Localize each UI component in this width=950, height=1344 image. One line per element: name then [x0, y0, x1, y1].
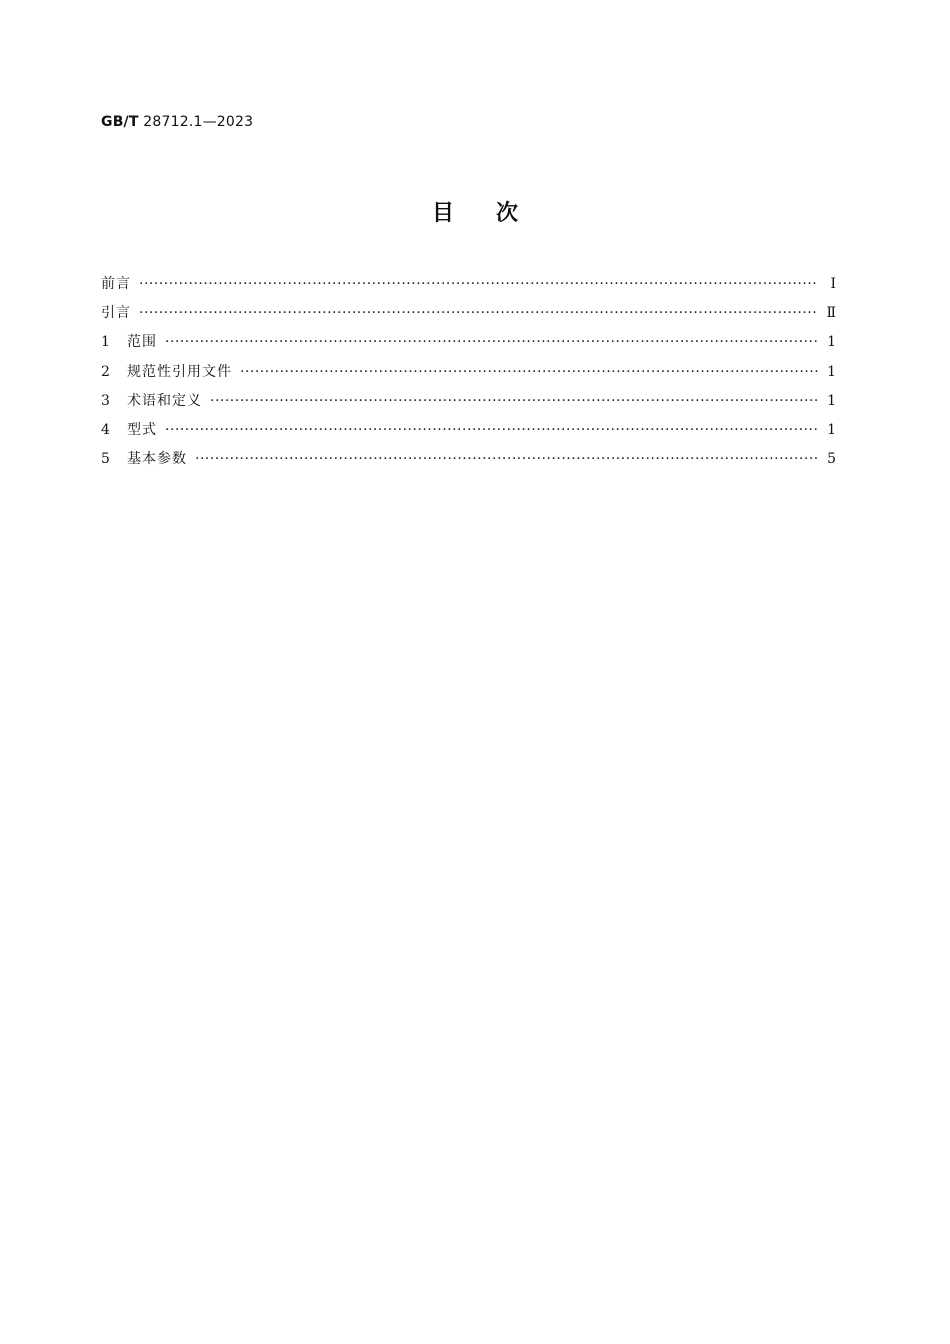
toc-entry-label: 型式 [127, 421, 157, 438]
toc-entry-page: 1 [827, 334, 836, 351]
toc-entry-label: 术语和定义 [127, 392, 202, 409]
toc-entry-page: 1 [827, 421, 836, 438]
toc-entry-page: 1 [827, 392, 836, 409]
toc-entry-label: 前言 [101, 276, 131, 292]
toc-entry-foreword[interactable] [101, 274, 836, 303]
standard-prefix: GB/T [101, 114, 139, 130]
toc-entry-number: 4 [101, 421, 110, 438]
toc-entry-page: Ⅱ [826, 305, 836, 322]
toc-dot-leader [139, 303, 818, 323]
toc-dot-leader [139, 274, 818, 294]
toc-entry-types[interactable] [101, 420, 836, 449]
toc-entry-page: 5 [827, 451, 836, 468]
toc-entry-label: 基本参数 [127, 451, 187, 468]
toc-title: 目次 [431, 201, 560, 226]
table-of-contents [101, 274, 836, 478]
toc-entry-basic-parameters[interactable] [101, 449, 836, 478]
toc-entry-label: 范围 [127, 334, 157, 351]
toc-dot-leader [195, 449, 818, 469]
toc-entry-number: 1 [101, 334, 110, 351]
toc-dot-leader [240, 362, 818, 382]
toc-entry-terms-definitions[interactable] [101, 391, 836, 420]
toc-entry-number: 3 [101, 392, 110, 409]
toc-entry-page: Ⅰ [830, 276, 836, 292]
toc-entry-label: 引言 [101, 305, 131, 322]
toc-dot-leader [165, 332, 818, 352]
toc-dot-leader [165, 420, 818, 440]
toc-entry-normative-references[interactable] [101, 362, 836, 391]
toc-entry-introduction[interactable] [101, 303, 836, 332]
toc-entry-page: 1 [827, 363, 836, 380]
toc-entry-number: 2 [101, 363, 110, 380]
toc-entry-label: 规范性引用文件 [127, 363, 232, 380]
toc-entry-scope[interactable] [101, 332, 836, 361]
toc-dot-leader [210, 391, 818, 411]
standard-code [101, 114, 253, 130]
standard-number: 28712.1—2023 [143, 114, 254, 130]
toc-entry-number: 5 [101, 451, 110, 468]
